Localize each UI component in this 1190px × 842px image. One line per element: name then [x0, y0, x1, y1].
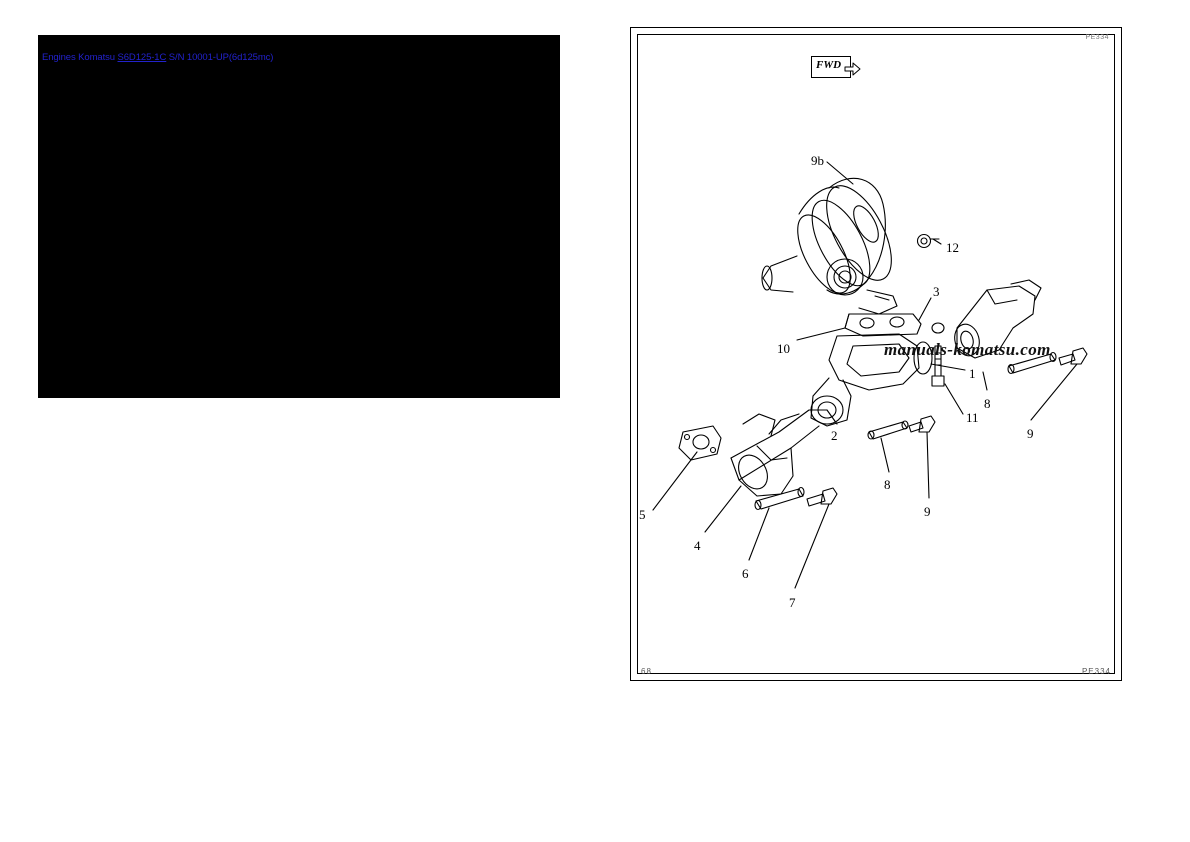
page-number-right: PE334: [1081, 667, 1111, 676]
callout-5: 5: [639, 507, 646, 522]
parts-diagram-page: [630, 27, 1122, 681]
breadcrumb[interactable]: [42, 52, 273, 63]
fwd-label: FWD: [816, 59, 842, 71]
callout-8-center: 8: [884, 477, 891, 492]
page-corner-code: PE334: [1085, 34, 1109, 41]
watermark: manuals-komatsu.com: [884, 340, 1051, 359]
callout-7: 7: [789, 595, 796, 610]
callout-10: 9b: [811, 153, 824, 168]
callout-4: 4: [694, 538, 701, 553]
callout-2: 2: [831, 428, 838, 443]
callout-1: 1: [969, 366, 976, 381]
page-number-left: 68: [641, 667, 652, 676]
document-preview-panel: [38, 35, 560, 398]
callout-9-center: 9: [924, 504, 931, 519]
callout-12: 11: [966, 410, 979, 425]
breadcrumb-prefix: Engines Komatsu: [42, 52, 115, 63]
callout-3: 3: [933, 284, 940, 299]
callout-8-right: 8: [984, 396, 991, 411]
callout-13: 12: [946, 240, 959, 255]
callout-9-right: 9: [1027, 426, 1034, 441]
breadcrumb-model-link[interactable]: S6D125-1C: [117, 52, 167, 63]
callout-11: 10: [777, 341, 790, 356]
breadcrumb-suffix: S/N 10001-UP(6d125mc): [166, 52, 274, 63]
callout-6: 6: [742, 566, 749, 581]
